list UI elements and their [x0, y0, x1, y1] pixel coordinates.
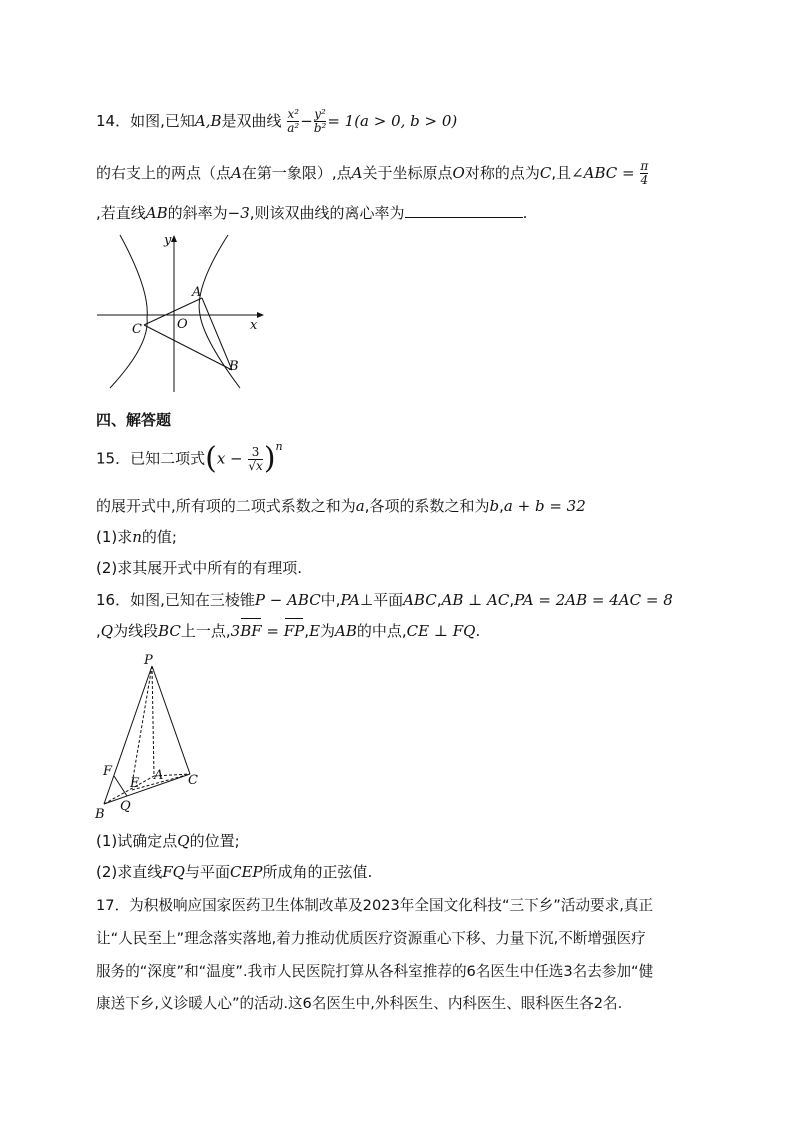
label-B: B	[95, 807, 105, 822]
q17-line3: 服务的“深度”和“温度”.我市人民医院打算从各科室推荐的6名医生中任选3名去参加“健	[96, 963, 654, 980]
fraction-x2-a2: $\frac{\text{x²}}{\text{a²}}$	[287, 107, 300, 135]
q17-line2: 让“人民至上”理念落实落地,着力推动优质医疗资源重心下移、力量下沉,不断增强医疗	[96, 930, 646, 947]
x-axis-arrow	[257, 312, 264, 318]
tetrahedron-figure	[92, 652, 212, 822]
answer-blank[interactable]	[405, 203, 523, 218]
q14-line1: 14．如图,已知A,B是双曲线 $\frac{\text{x²}}{\text{a²}}$ − $\frac{\text{y²}}{\text{b²}}$ = 1(a > 0, b > 0)	[96, 107, 458, 135]
q16-sub2: (2)求直线FQ与平面CEP所成角的正弦值.	[96, 863, 373, 881]
q15-sub2: (2)求其展开式中所有的有理项.	[96, 559, 303, 577]
q15-sub1: (1)求n的值;	[96, 528, 177, 546]
q16-line1: 16．如图,已知在三棱锥P − ABC中,PA⊥平面ABC,AB ⊥ AC,PA = 2AB = 4AC = 8	[96, 591, 673, 609]
segment-CB	[144, 325, 232, 370]
q16-sub1: (1)试确定点Q的位置;	[96, 832, 240, 850]
label-P: P	[144, 653, 153, 668]
fraction-3-sqrt-x: $\frac{3}{√x}$	[248, 444, 263, 473]
edge-PC	[152, 666, 190, 774]
vector-FP: FP	[283, 622, 305, 640]
q16-line2: ,Q为线段BC上一点,3BF = FP,E为AB的中点,CE ⊥ FQ.	[96, 622, 481, 640]
q14-line3: ,若直线AB的斜率为−3,则该双曲线的离心率为 .	[96, 204, 528, 222]
label-C: C	[132, 322, 142, 337]
q14-line2: 的右支上的两点（点A在第一象限）,点A关于坐标原点O对称的点为C,且∠ABC = $\frac{\pi}{4}$	[96, 159, 649, 187]
y-axis-arrow	[171, 235, 177, 242]
vector-BF: BF	[240, 622, 262, 640]
segment-CA	[144, 298, 202, 325]
fraction-pi-4: $\frac{\pi}{4}$	[640, 159, 649, 187]
fraction-y2-b2: $\frac{\text{y²}}{\text{b²}}$	[313, 107, 327, 135]
hyperbola-left-branch	[110, 235, 147, 388]
q17-line1: 17．为积极响应国家医药卫生体制改革及2023年全国文化科技“三下乡”活动要求,真正	[96, 897, 654, 914]
label-x: x	[250, 318, 258, 333]
q17-line4: 康送下乡,义诊暖人心”的活动.这6名医生中,外科医生、内科医生、眼科医生各2名.	[96, 995, 623, 1012]
label-C: C	[188, 773, 198, 788]
edge-PE	[132, 666, 152, 784]
label-y: y	[164, 233, 172, 248]
section-heading: 四、解答题	[96, 411, 172, 429]
label-A: A	[192, 285, 202, 300]
label-E: E	[130, 776, 140, 791]
label-A: A	[154, 768, 164, 783]
label-B: B	[229, 359, 239, 374]
edge-FQ	[114, 776, 127, 796]
label-F: F	[103, 764, 113, 779]
label-Q: Q	[120, 799, 131, 814]
edge-PB	[104, 666, 152, 804]
edge-BC	[104, 774, 190, 804]
q15-line1: 15．已知二项式(x − $\frac{3}{√x}$ )$^n$	[96, 439, 283, 476]
label-O: O	[177, 317, 188, 332]
edge-PA	[152, 666, 154, 776]
q15-line2: 的展开式中,所有项的二项式系数之和为a,各项的系数之和为b,a + b = 32	[96, 497, 586, 515]
hyperbola-figure	[92, 230, 272, 395]
